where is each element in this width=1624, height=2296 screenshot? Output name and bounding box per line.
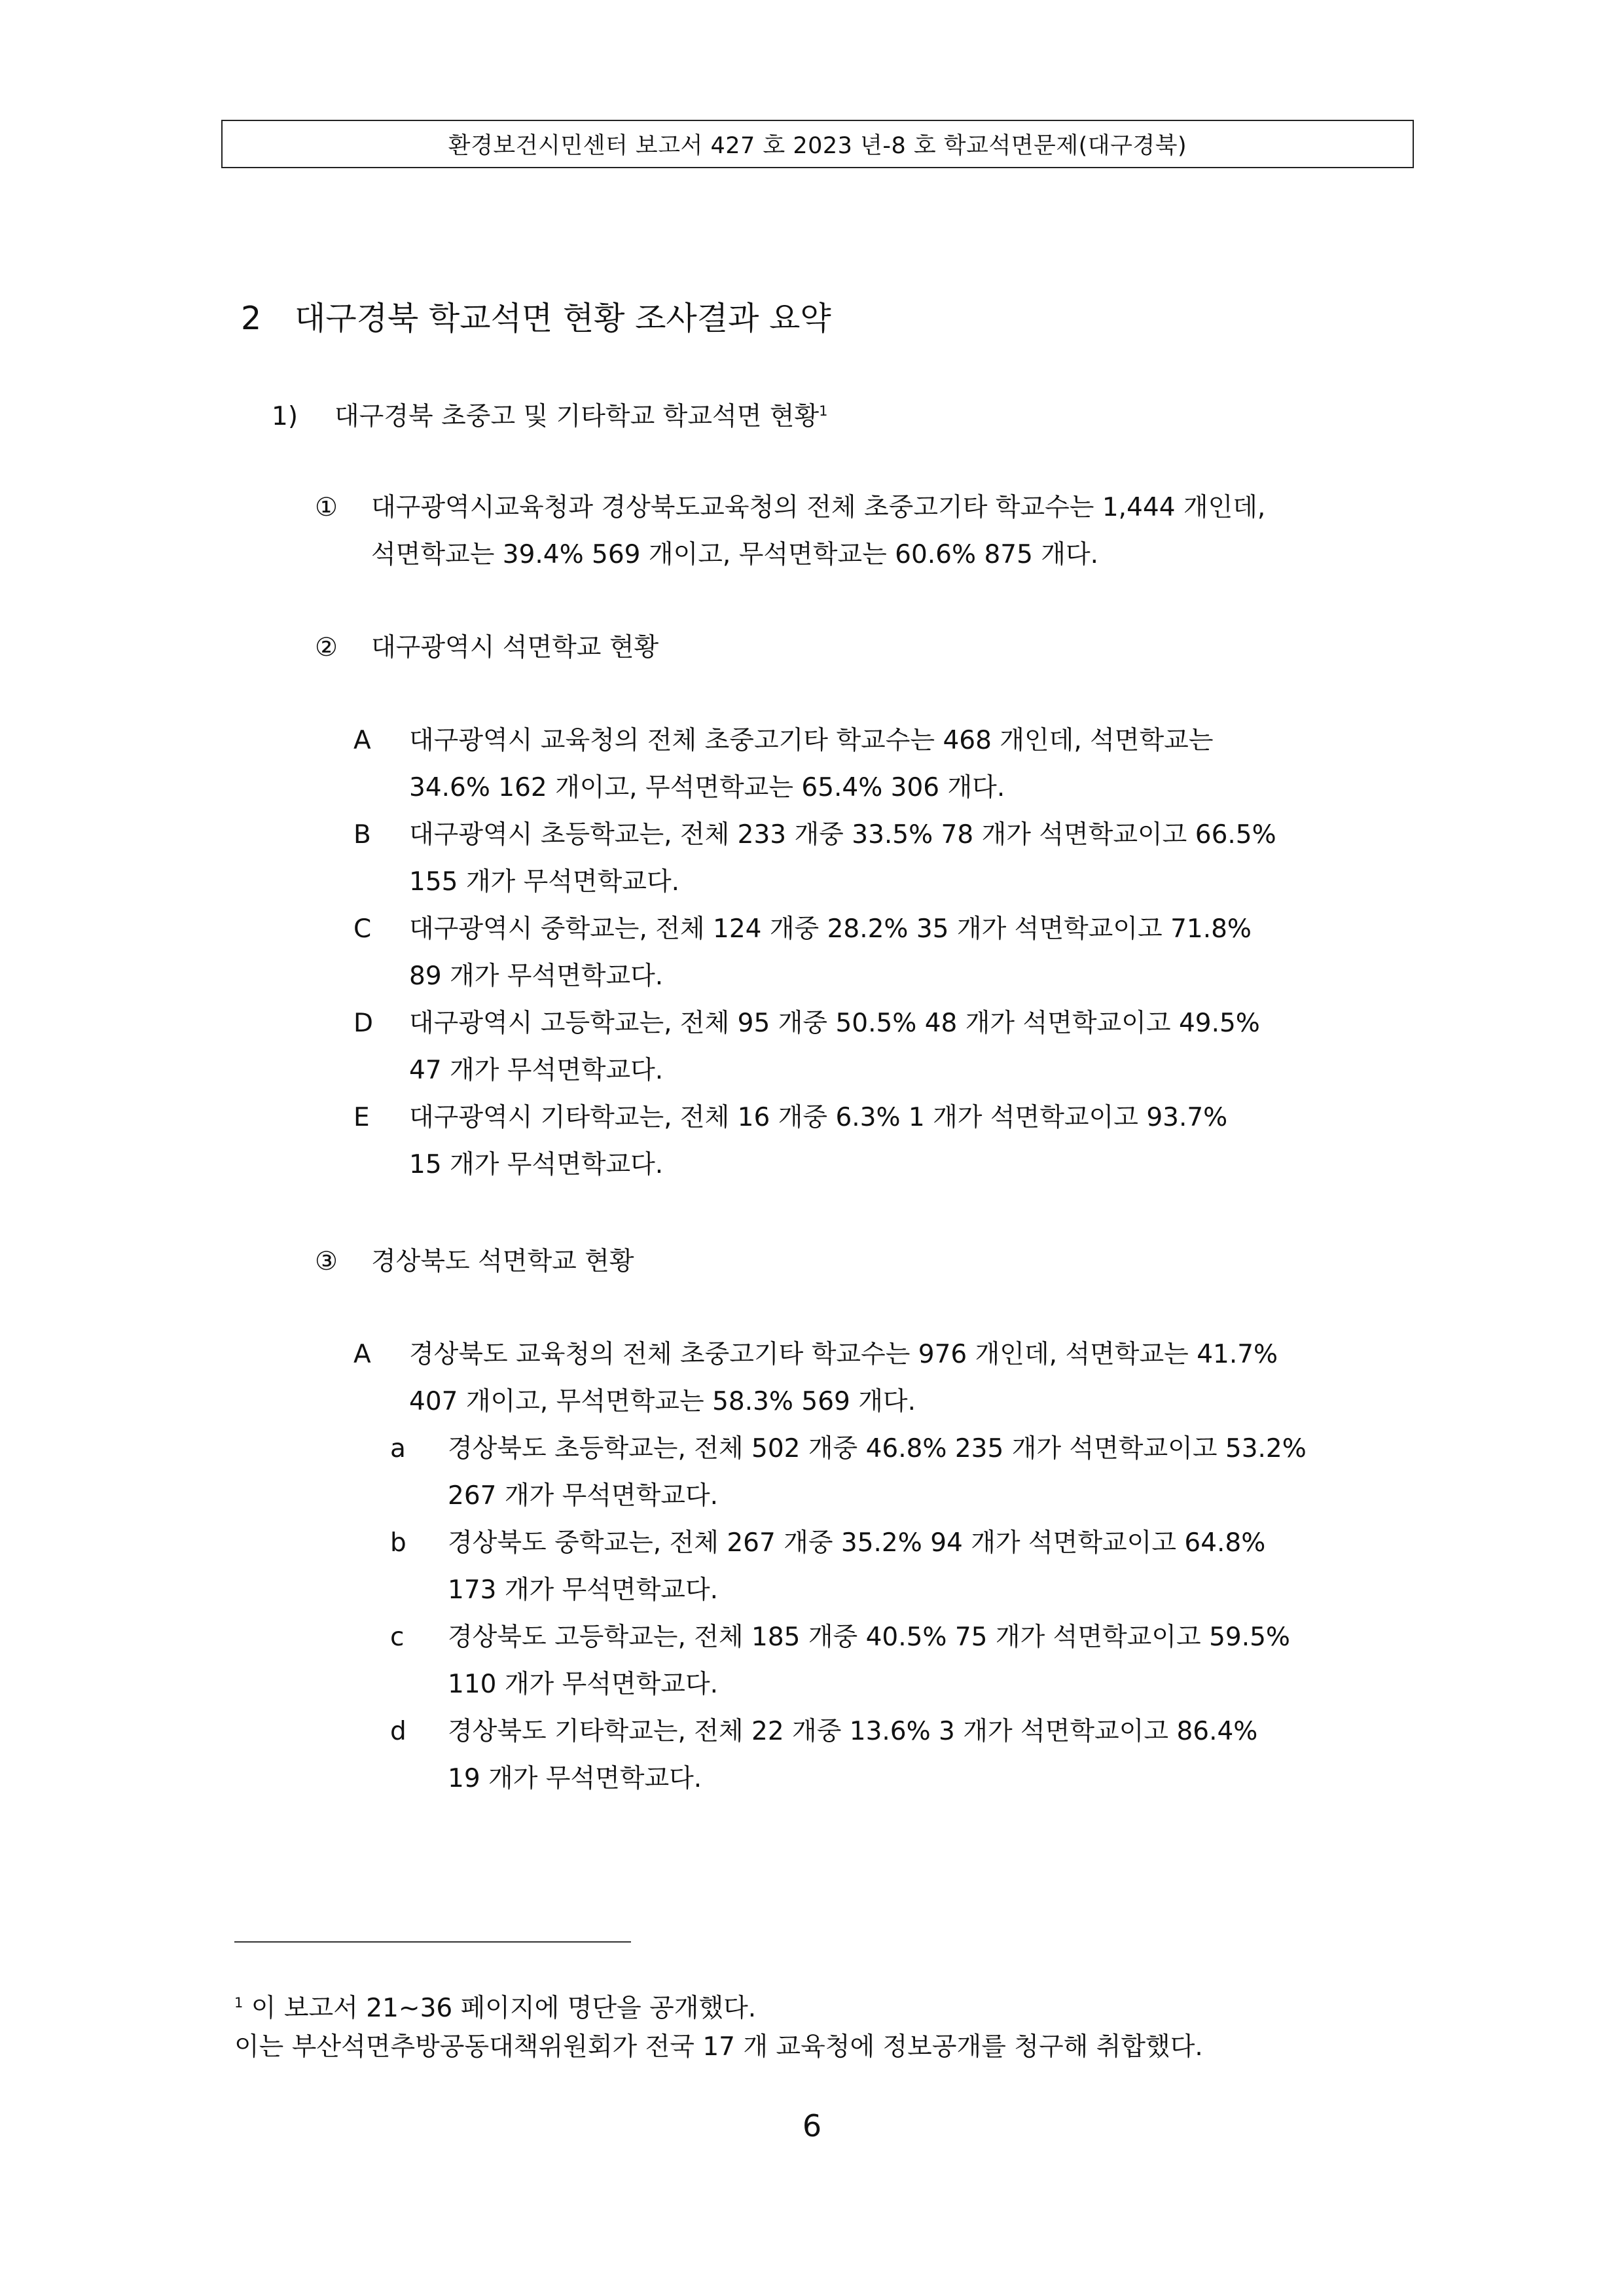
item-marker: E: [353, 1103, 370, 1132]
item-line: 대구광역시 고등학교는, 전체 95 개중 50.5% 48 개가 석면학교이고 49.5%: [409, 1009, 1260, 1038]
item-marker: ③: [315, 1247, 338, 1276]
item-line: 경상북도 석면학교 현황: [371, 1247, 634, 1276]
item-line: 경상북도 중학교는, 전체 267 개중 35.2% 94 개가 석면학교이고 64.8%: [448, 1528, 1266, 1558]
footnote-line-1: [234, 1983, 756, 2028]
footnote-text: 이 보고서 21~36 페이지에 명단을 공개했다.: [251, 1994, 757, 2023]
subsection-title: 대구경북 초중고 및 기타학교 학교석면 현황: [334, 402, 820, 431]
section-title: 대구경북 학교석면 현황 조사결과 요약: [295, 300, 831, 337]
item-marker: B: [353, 820, 371, 850]
item-line: 407 개이고, 무석면학교는 58.3% 569 개다.: [409, 1387, 916, 1416]
item-marker: d: [390, 1717, 406, 1746]
item-line: 대구광역시교육청과 경상북도교육청의 전체 초중고기타 학교수는 1,444 개인데,: [371, 493, 1266, 522]
item-marker: ②: [315, 633, 338, 662]
item-line: 267 개가 무석면학교다.: [448, 1481, 719, 1511]
report-header-title: 환경보건시민센터 보고서 427 호 2023 년-8 호 학교석면문제(대구경북): [448, 133, 1187, 159]
footnote-divider: [234, 1941, 631, 1943]
item-line: 대구광역시 중학교는, 전체 124 개중 28.2% 35 개가 석면학교이고 71.8%: [409, 914, 1252, 944]
subsection-number: 1): [272, 402, 298, 431]
item-marker: ①: [315, 493, 338, 522]
item-marker: A: [353, 1340, 371, 1369]
footnote-reference[interactable]: 1: [819, 403, 828, 419]
footnote-line-2: [234, 2028, 1203, 2067]
item-line: 15 개가 무석면학교다.: [409, 1150, 664, 1179]
item-line: 대구광역시 초등학교는, 전체 233 개중 33.5% 78 개가 석면학교이고 66.5%: [409, 820, 1276, 850]
item-marker: C: [353, 914, 372, 944]
item-marker: a: [390, 1434, 406, 1463]
footnote-text: 이는 부산석면추방공동대책위원회가 전국 17 개 교육청에 정보공개를 청구해 취합했다.: [234, 2032, 1203, 2062]
item-line: 110 개가 무석면학교다.: [448, 1670, 719, 1699]
item-line: 대구광역시 석면학교 현황: [371, 633, 659, 662]
item-line: 경상북도 교육청의 전체 초중고기타 학교수는 976 개인데, 석면학교는 41.7%: [409, 1340, 1278, 1369]
item-line: 173 개가 무석면학교다.: [448, 1575, 719, 1605]
item-line: 47 개가 무석면학교다.: [409, 1056, 664, 1085]
footnote-marker: 1: [234, 1995, 244, 2011]
item-marker: D: [353, 1009, 374, 1038]
section-heading: [241, 293, 831, 339]
report-header: [221, 120, 1414, 168]
item-line: 대구광역시 교육청의 전체 초중고기타 학교수는 468 개인데, 석면학교는: [409, 726, 1214, 755]
item-line: 대구광역시 기타학교는, 전체 16 개중 6.3% 1 개가 석면학교이고 93.7%: [409, 1103, 1228, 1132]
item-marker: A: [353, 726, 371, 755]
item-line: 경상북도 초등학교는, 전체 502 개중 46.8% 235 개가 석면학교이고 53.2%: [448, 1434, 1307, 1463]
item-line: 경상북도 고등학교는, 전체 185 개중 40.5% 75 개가 석면학교이고 59.5%: [448, 1623, 1290, 1652]
item-marker: c: [390, 1623, 405, 1652]
section-number: 2: [241, 300, 262, 337]
item-line: 34.6% 162 개이고, 무석면학교는 65.4% 306 개다.: [409, 773, 1005, 802]
item-marker: b: [390, 1528, 406, 1558]
page-number: 6: [802, 2108, 822, 2144]
item-line: 155 개가 무석면학교다.: [409, 867, 680, 897]
item-line: 경상북도 기타학교는, 전체 22 개중 13.6% 3 개가 석면학교이고 86.4%: [448, 1717, 1258, 1746]
item-line: 89 개가 무석면학교다.: [409, 961, 664, 991]
item-line: 석면학교는 39.4% 569 개이고, 무석면학교는 60.6% 875 개다.: [371, 540, 1099, 569]
subsection-heading: [272, 396, 828, 433]
item-line: 19 개가 무석면학교다.: [448, 1764, 702, 1793]
